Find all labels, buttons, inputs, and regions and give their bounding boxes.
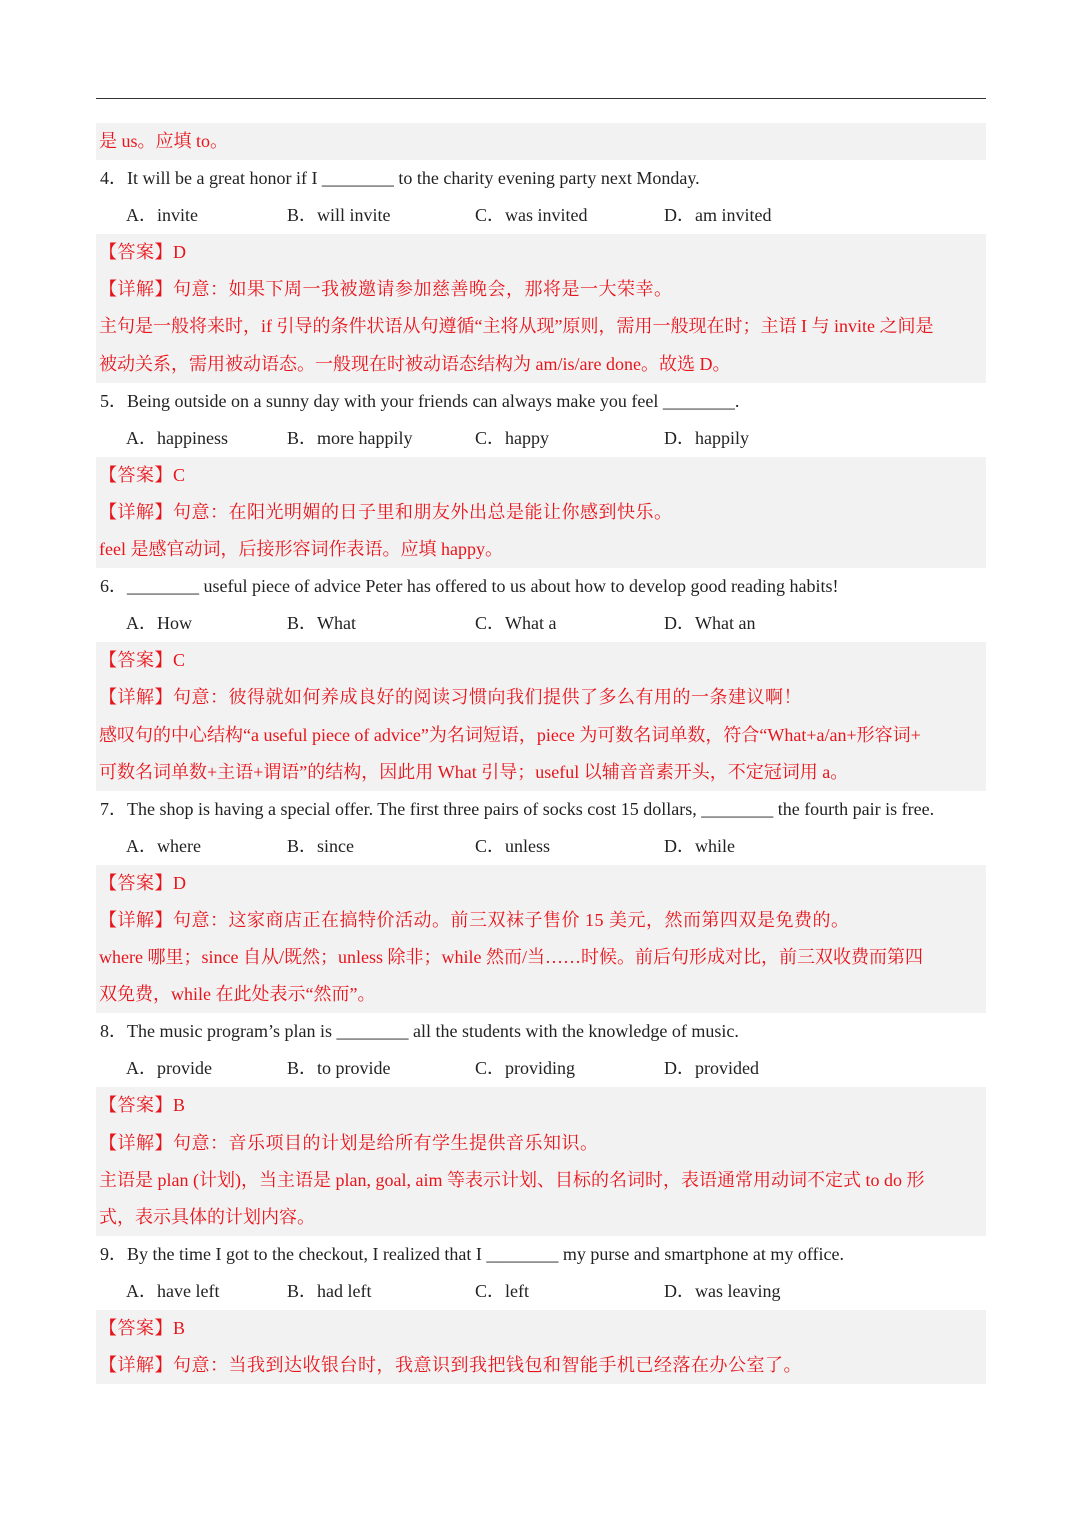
options-row <box>96 197 986 234</box>
option-d: D．provided <box>664 1058 759 1079</box>
explanation-line: where 哪里；since 自从/既然；unless 除非；while 然而/当……时候。前后句形成对比，前三双收费而第四 <box>96 939 986 976</box>
explanation-heading-line: 【详解】句意：当我到达收银台时，我意识到我把钱包和智能手机已经落在办公室了。 <box>96 1347 986 1384</box>
question-stem: 6．________ useful piece of advice Peter has offered to us about how to develop good reading habits! <box>100 576 839 597</box>
option-c: C．left <box>475 1280 529 1301</box>
option-b: B．had left <box>287 1280 372 1301</box>
explanation-heading-line: 【详解】句意：彼得就如何养成良好的阅读习惯向我们提供了多么有用的一条建议啊！ <box>96 679 986 716</box>
option-a: A．happiness <box>126 427 228 448</box>
answer-line: 【答案】B <box>96 1087 986 1124</box>
option-d: D．What an <box>664 613 756 634</box>
options-row <box>96 1273 986 1310</box>
option-c: C．was invited <box>475 205 588 226</box>
option-c: C．providing <box>475 1058 576 1079</box>
question-block <box>96 160 986 383</box>
previous-explanation-fragment: 是 us。应填 to。 <box>96 123 986 160</box>
explanation-heading-line: 【详解】句意：如果下周一我被邀请参加慈善晚会，那将是一大荣幸。 <box>96 271 986 308</box>
explanation-line: 主句是一般将来时，if 引导的条件状语从句遵循“主将从现”原则，需用一般现在时；主语 I 与 invite 之间是 <box>96 308 986 345</box>
explanation-line: 感叹句的中心结构“a useful piece of advice”为名词短语，piece 为可数名词单数，符合“What+a/an+形容词+ <box>96 717 986 754</box>
explanation-line: 双免费，while 在此处表示“然而”。 <box>96 976 986 1013</box>
question-stem: 7．The shop is having a special offer. The first three pairs of socks cost 15 dollars, ________ the fourth pair is free. <box>100 798 935 819</box>
option-d: D．happily <box>664 427 749 448</box>
question-stem: 5．Being outside on a sunny day with your friends can always make you feel ________. <box>100 390 740 411</box>
answer-line: 【答案】D <box>96 234 986 271</box>
options-row <box>96 828 986 865</box>
option-b: B．What <box>287 613 356 634</box>
option-b: B．will invite <box>287 205 391 226</box>
option-d: D．am invited <box>664 205 772 226</box>
explanation-line: feel 是感官动词，后接形容词作表语。应填 happy。 <box>96 531 986 568</box>
option-d: D．was leaving <box>664 1280 781 1301</box>
answer-line: 【答案】B <box>96 1310 986 1347</box>
option-a: A．where <box>126 835 201 856</box>
options-row <box>96 605 986 642</box>
options-row <box>96 420 986 457</box>
header-rule <box>96 98 986 99</box>
explanation-line: 可数名词单数+主语+谓语”的结构，因此用 What 引导；useful 以辅音音素开头，不定冠词用 a。 <box>96 754 986 791</box>
question-block <box>96 1236 986 1384</box>
question-stem: 8．The music program’s plan is ________ all the students with the knowledge of music. <box>100 1021 739 1042</box>
option-a: A．have left <box>126 1280 220 1301</box>
options-row <box>96 1050 986 1087</box>
option-c: C．What a <box>475 613 557 634</box>
question-block <box>96 1013 986 1236</box>
question-block <box>96 383 986 568</box>
option-c: C．happy <box>475 427 549 448</box>
question-stem: 9．By the time I got to the checkout, I realized that I ________ my purse and smartphone at my office. <box>100 1243 844 1264</box>
option-d: D．while <box>664 835 735 856</box>
question-block <box>96 791 986 1014</box>
explanation-line: 式，表示具体的计划内容。 <box>96 1199 986 1236</box>
option-b: B．since <box>287 835 354 856</box>
answer-line: 【答案】D <box>96 865 986 902</box>
explanation-heading-line: 【详解】句意：这家商店正在搞特价活动。前三双袜子售价 15 美元，然而第四双是免费的。 <box>96 902 986 939</box>
option-c: C．unless <box>475 835 551 856</box>
document-body <box>96 123 986 1384</box>
answer-line: 【答案】C <box>96 642 986 679</box>
question-stem: 4．It will be a great honor if I ________ to the charity evening party next Monday. <box>100 168 700 189</box>
answer-line: 【答案】C <box>96 457 986 494</box>
question-list <box>96 160 986 1384</box>
option-b: B．more happily <box>287 427 413 448</box>
explanation-heading-line: 【详解】句意：在阳光明媚的日子里和朋友外出总是能让你感到快乐。 <box>96 494 986 531</box>
question-block <box>96 568 986 791</box>
option-a: A．provide <box>126 1058 212 1079</box>
explanation-line: 被动关系，需用被动语态。一般现在时被动语态结构为 am/is/are done。故选 D。 <box>96 346 986 383</box>
option-a: A．How <box>126 613 192 634</box>
option-b: B．to provide <box>287 1058 391 1079</box>
option-a: A．invite <box>126 205 198 226</box>
explanation-heading-line: 【详解】句意：音乐项目的计划是给所有学生提供音乐知识。 <box>96 1125 986 1162</box>
explanation-line: 主语是 plan (计划)，当主语是 plan, goal, aim 等表示计划、目标的名词时，表语通常用动词不定式 to do 形 <box>96 1162 986 1199</box>
